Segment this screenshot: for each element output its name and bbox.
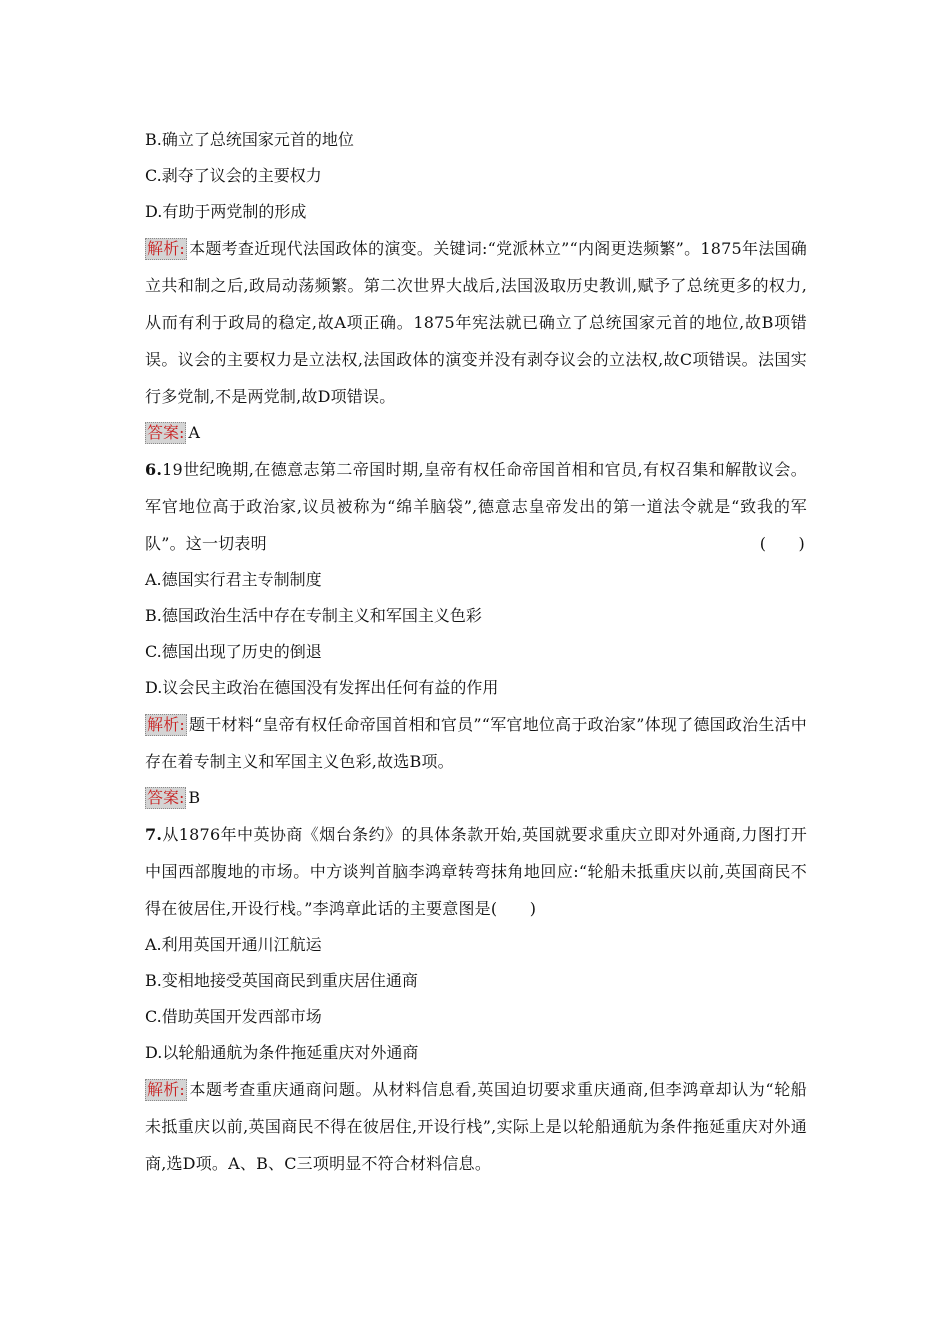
q7-analysis-text: 本题考查重庆通商问题。从材料信息看,英国迫切要求重庆通商,但李鸿章却认为“轮船未抵重庆以前,英国商民不得在彼居住,开设行栈”,实际上是以轮船通航为条件拖延重庆对外通商,选D项。A、B、C三项明显不符合材料信息。: [145, 1080, 807, 1173]
q7-analysis: [145, 1071, 807, 1182]
q6-analysis-text: 题干材料“皇帝有权任命帝国首相和官员”“军官地位高于政治家”体现了德国政治生活中存在着专制主义和军国主义色彩,故选B项。: [145, 715, 807, 771]
q7-stem: [145, 816, 807, 927]
q6-answer-bracket: ( ): [759, 534, 805, 553]
q5-analysis: [145, 230, 807, 415]
q6-answer-value: B: [188, 788, 201, 807]
q7-option-c: C.借助英国开发西部市场: [145, 1007, 322, 1026]
q7-option-b: B.变相地接受英国商民到重庆居住通商: [145, 971, 418, 990]
q6-stem-text: 19世纪晚期,在德意志第二帝国时期,皇帝有权任命帝国首相和官员,有权召集和解散议会。军官地位高于政治家,议员被称为“绵羊脑袋”,德意志皇帝发出的第一道法令就是“致我的军队”。这一切表明: [145, 460, 807, 553]
q6-option-c: C.德国出现了历史的倒退: [145, 642, 322, 661]
q7-stem-text: 从1876年中英协商《烟台条约》的具体条款开始,英国就要求重庆立即对外通商,力图打开中国西部腹地的市场。中方谈判首脑李鸿章转弯抹角地回应:“轮船未抵重庆以前,英国商民不得在彼居住,开设行栈。”李鸿章此话的主要意图是( ): [145, 825, 807, 918]
q6-stem: [145, 451, 807, 562]
document-page: [145, 122, 807, 1182]
q6-option-d: D.议会民主政治在德国没有发挥出任何有益的作用: [145, 678, 499, 697]
q6-analysis: [145, 706, 807, 780]
q5-option-b: B.确立了总统国家元首的地位: [145, 130, 354, 149]
q6-number: 6.: [145, 460, 163, 479]
answer-label: 答案:: [147, 423, 185, 442]
analysis-label: 解析:: [147, 715, 185, 734]
q5-answer: [145, 415, 807, 451]
q5-option-d: D.有助于两党制的形成: [145, 202, 307, 221]
q7-option-a: A.利用英国开通川江航运: [145, 935, 322, 954]
analysis-label: 解析:: [147, 1080, 185, 1099]
q6-option-b: B.德国政治生活中存在专制主义和军国主义色彩: [145, 606, 482, 625]
q7-option-d: D.以轮船通航为条件拖延重庆对外通商: [145, 1043, 419, 1062]
q6-answer: [145, 780, 807, 816]
analysis-label: 解析:: [147, 239, 185, 258]
q5-option-c: C.剥夺了议会的主要权力: [145, 166, 322, 185]
q7-number: 7.: [145, 825, 163, 844]
answer-label: 答案:: [147, 788, 185, 807]
q5-answer-value: A: [188, 423, 200, 442]
q6-option-a: A.德国实行君主专制制度: [145, 570, 322, 589]
q5-analysis-text: 本题考查近现代法国政体的演变。关键词:“党派林立”“内阁更迭频繁”。1875年法国确立共和制之后,政局动荡频繁。第二次世界大战后,法国汲取历史教训,赋予了总统更多的权力,从而有利于政局的稳定,故A项正确。1875年宪法就已确立了总统国家元首的地位,故B项错误。议会的主要权力是立法权,法国政体的演变并没有剥夺议会的立法权,故C项错误。法国实行多党制,不是两党制,故D项错误。: [145, 239, 807, 406]
